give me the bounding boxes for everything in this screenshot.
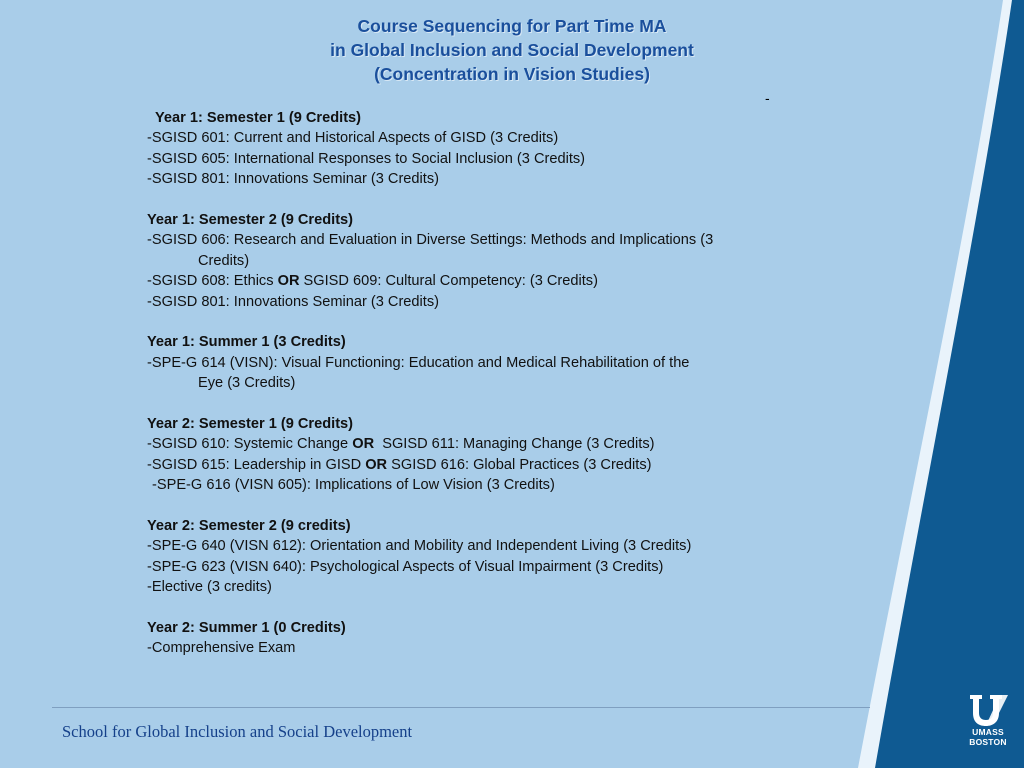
- course-item: -SGISD 606: Research and Evaluation in Diverse Settings: Methods and Implications (3: [147, 232, 714, 249]
- umass-u-icon: [966, 693, 1010, 727]
- course-option: -SGISD 608: Ethics: [147, 273, 278, 290]
- course-item: -SPE-G 614 (VISN): Visual Functioning: Education and Medical Rehabilitation of the: [147, 354, 690, 371]
- course-item-choice: [147, 455, 847, 475]
- course-item: -Comprehensive Exam: [147, 640, 296, 657]
- course-option: SGISD 609: Cultural Competency: (3 Credits): [299, 273, 598, 290]
- page-title: [0, 14, 1024, 86]
- title-line-3: (Concentration in Vision Studies): [374, 64, 650, 84]
- stray-dash: -: [765, 90, 770, 106]
- logo-text-umass: UMASS: [972, 727, 1004, 737]
- course-item-continuation: Credits): [198, 252, 250, 269]
- section-heading-y2s1: Year 2: Semester 1 (9 Credits): [147, 416, 354, 433]
- course-sequence: [147, 108, 847, 659]
- section-heading-y1s2: Year 1: Semester 2 (9 Credits): [147, 212, 354, 229]
- course-item: -SGISD 801: Innovations Seminar (3 Credits): [147, 293, 439, 310]
- course-item-continuation: Eye (3 Credits): [198, 375, 296, 392]
- course-option: SGISD 616: Global Practices (3 Credits): [387, 456, 652, 473]
- course-item: -SGISD 601: Current and Historical Aspects of GISD (3 Credits): [147, 130, 559, 147]
- course-item: -Elective (3 credits): [147, 579, 272, 596]
- or-keyword: OR: [277, 273, 300, 290]
- course-option: -SGISD 610: Systemic Change: [147, 436, 353, 453]
- course-item-choice: [147, 434, 847, 454]
- course-item: -SPE-G 616 (VISN 605): Implications of Low Vision (3 Credits): [152, 477, 555, 494]
- section-heading-y2su: Year 2: Summer 1 (0 Credits): [147, 620, 346, 637]
- title-line-1: Course Sequencing for Part Time MA: [357, 16, 667, 36]
- course-item: -SGISD 605: International Responses to Social Inclusion (3 Credits): [147, 150, 586, 167]
- section-heading-y1s1: Year 1: Semester 1 (9 Credits): [155, 110, 362, 126]
- course-item: -SPE-G 640 (VISN 612): Orientation and Mobility and Independent Living (3 Credits): [147, 538, 692, 555]
- section-heading-y1su: Year 1: Summer 1 (3 Credits): [147, 334, 346, 351]
- or-keyword: OR: [365, 456, 388, 473]
- course-item: -SPE-G 623 (VISN 640): Psychological Aspects of Visual Impairment (3 Credits): [147, 558, 664, 575]
- course-option: -SGISD 615: Leadership in GISD: [147, 456, 366, 473]
- or-keyword: OR: [352, 436, 375, 453]
- title-line-2: in Global Inclusion and Social Development: [330, 40, 694, 60]
- course-option: SGISD 611: Managing Change (3 Credits): [374, 436, 655, 453]
- section-heading-y2s2: Year 2: Semester 2 (9 credits): [147, 518, 351, 535]
- footer-divider: [52, 707, 870, 708]
- course-item: -SGISD 801: Innovations Seminar (3 Credits): [147, 171, 439, 188]
- umass-boston-logo: [965, 693, 1011, 753]
- logo-text-boston: BOSTON: [969, 737, 1007, 747]
- course-item-choice: [147, 271, 847, 291]
- footer-school-name: School for Global Inclusion and Social Development: [62, 722, 413, 741]
